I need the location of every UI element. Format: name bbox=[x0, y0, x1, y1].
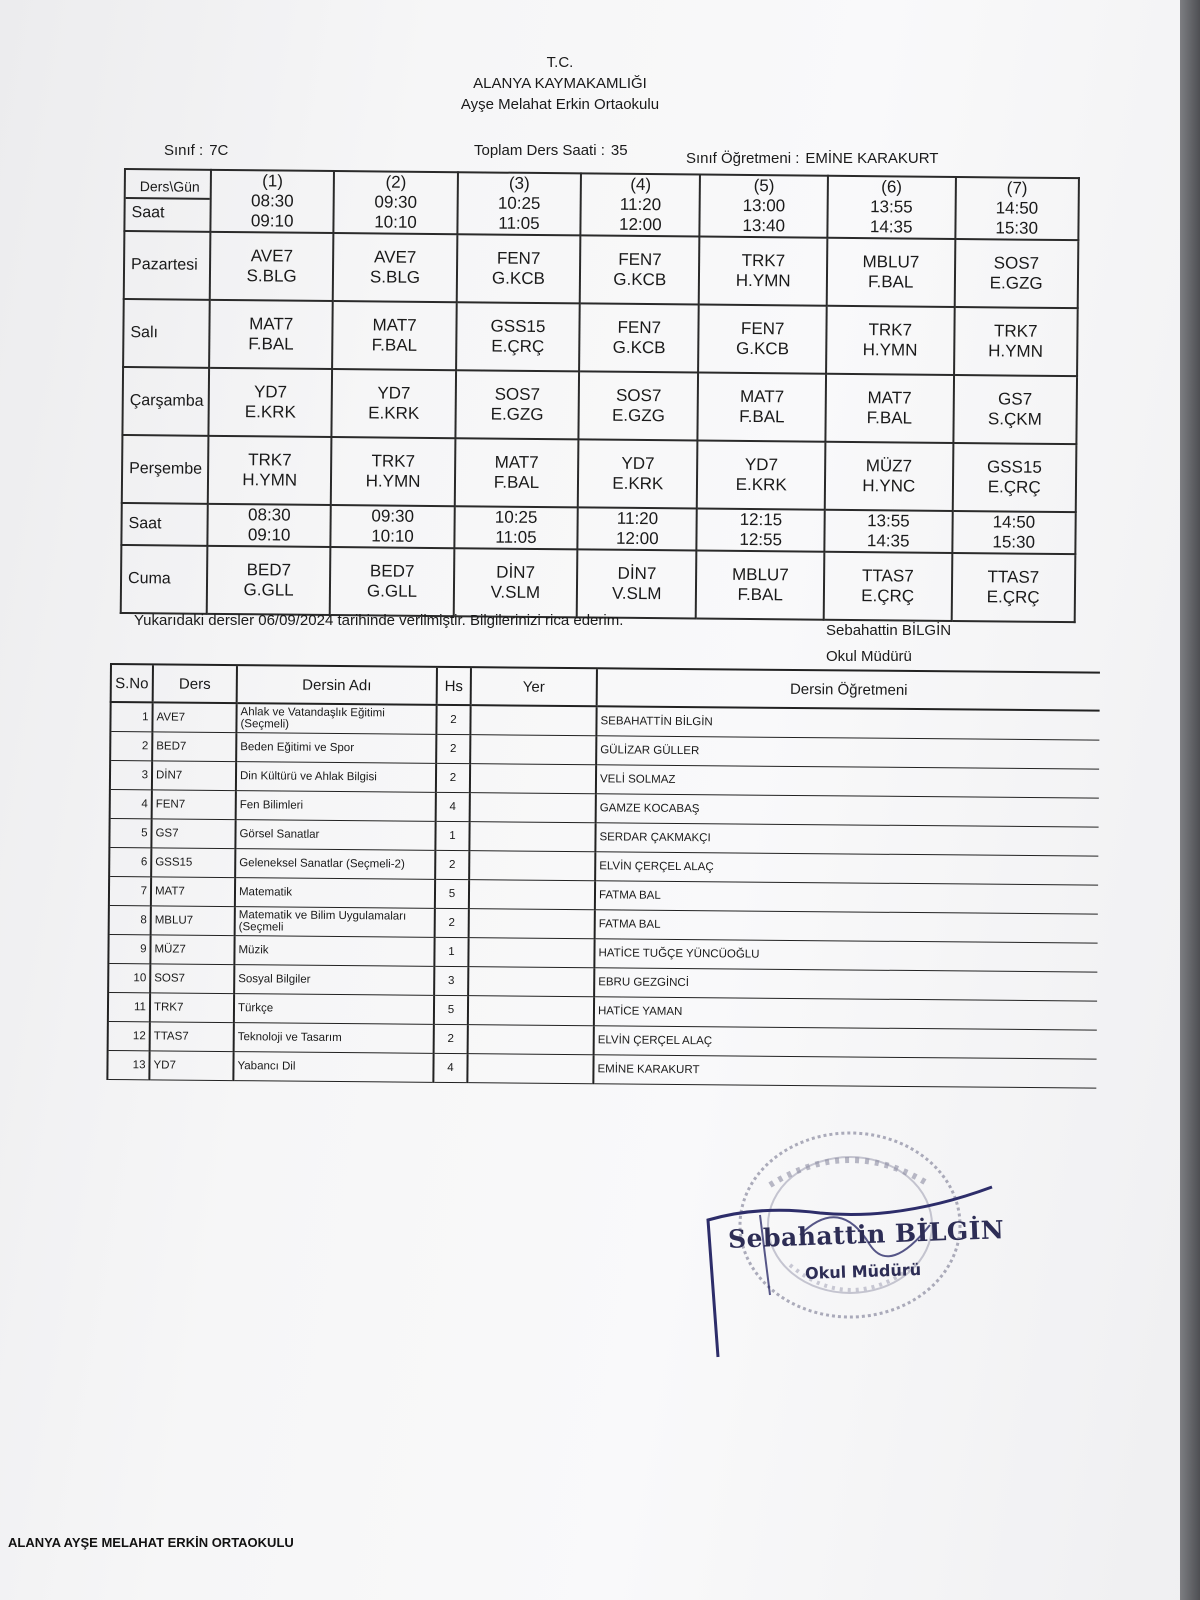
course-location bbox=[469, 880, 595, 910]
course-teacher: HATİCE YAMAN bbox=[594, 997, 1097, 1030]
lesson-cell bbox=[453, 548, 577, 617]
day-name: Salı bbox=[123, 299, 210, 368]
column-header: Dersin Öğretmeni bbox=[597, 668, 1100, 710]
lesson-teacher: F.BAL bbox=[248, 334, 294, 354]
start-time: 11:20 bbox=[619, 194, 662, 215]
class-teacher bbox=[686, 150, 938, 167]
day-row bbox=[123, 299, 1078, 376]
day-row bbox=[122, 435, 1077, 512]
lesson-cell bbox=[330, 547, 454, 616]
lesson-cell bbox=[699, 237, 827, 306]
end-time: 15:30 bbox=[992, 532, 1036, 552]
lesson-code: TRK7 bbox=[371, 451, 416, 471]
lesson-cell bbox=[699, 305, 827, 374]
period-time-cell bbox=[955, 177, 1079, 240]
period-time-cell bbox=[952, 511, 1076, 554]
period-time-cell bbox=[697, 509, 825, 552]
lesson-teacher: H.YNC bbox=[862, 476, 916, 496]
course-list-table bbox=[106, 663, 1100, 1089]
lesson-code: YD7 bbox=[253, 382, 288, 402]
lesson-cell bbox=[953, 375, 1077, 444]
course-location bbox=[469, 822, 595, 852]
course-code: MAT7 bbox=[151, 877, 235, 907]
class-teacher-value: EMİNE KARAKURT bbox=[805, 150, 939, 167]
lesson-teacher: G.GLL bbox=[243, 580, 294, 600]
lesson-cell bbox=[209, 300, 333, 369]
lesson-cell bbox=[580, 235, 700, 304]
lesson-teacher: F.BAL bbox=[737, 584, 783, 605]
lesson-cell bbox=[210, 232, 334, 301]
lesson-code: MAT7 bbox=[372, 315, 417, 335]
lesson-teacher: E.GZG bbox=[490, 404, 544, 425]
start-time: 14:50 bbox=[992, 512, 1036, 532]
weekly-hours: 5 bbox=[434, 995, 468, 1024]
lesson-code: TRK7 bbox=[741, 250, 786, 271]
column-header: Ders bbox=[153, 664, 237, 703]
course-name: Beden Eğitimi ve Spor bbox=[236, 733, 436, 764]
footer-school-name: ALANYA AYŞE MELAHAT ERKİN ORTAOKULU bbox=[8, 1535, 294, 1550]
course-location bbox=[470, 793, 596, 823]
lesson-teacher: H.YMN bbox=[242, 470, 298, 490]
lesson-cell bbox=[954, 307, 1078, 376]
day-row bbox=[121, 545, 1076, 622]
lesson-teacher: E.GZG bbox=[611, 405, 666, 426]
start-time: 10:25 bbox=[497, 193, 541, 213]
end-time: 09:10 bbox=[250, 211, 294, 231]
lesson-teacher: E.KRK bbox=[244, 402, 296, 422]
period-time-cell bbox=[457, 172, 581, 235]
lesson-teacher: G.KCB bbox=[491, 268, 545, 289]
weekly-hours: 2 bbox=[435, 908, 469, 937]
lesson-cell bbox=[455, 370, 579, 439]
lesson-cell bbox=[696, 551, 824, 620]
course-teacher: HATİCE TUĞÇE YÜNCÜOĞLU bbox=[594, 939, 1097, 972]
lesson-code: BED7 bbox=[246, 560, 292, 580]
lesson-teacher: E.KRK bbox=[612, 473, 664, 494]
lesson-code: FEN7 bbox=[740, 318, 785, 339]
course-name: Sosyal Bilgiler bbox=[234, 965, 434, 996]
course-teacher: FATMA BAL bbox=[595, 881, 1098, 914]
weekly-hours: 2 bbox=[436, 705, 470, 735]
day-name: Cuma bbox=[121, 545, 208, 614]
course-code: GS7 bbox=[151, 819, 235, 849]
course-teacher: FATMA BAL bbox=[595, 910, 1098, 943]
row-number: 13 bbox=[107, 1050, 149, 1079]
course-name: Matematik ve Bilim Uygulamaları (Seçmeli bbox=[235, 907, 435, 938]
period-time-cell bbox=[331, 505, 455, 548]
schedule-note: Yukarıdaki dersler 06/09/2024 tarihinde verilmiştir. Bilgilerinizi rica ederim. bbox=[134, 612, 624, 629]
lesson-code: FEN7 bbox=[617, 317, 662, 338]
lesson-cell bbox=[824, 552, 952, 621]
course-name: Geleneksel Sanatlar (Seçmeli-2) bbox=[235, 849, 435, 880]
lesson-teacher: E.ÇRÇ bbox=[861, 586, 915, 606]
lesson-teacher: F.BAL bbox=[866, 408, 913, 428]
lesson-teacher: G.KCB bbox=[735, 338, 790, 359]
lesson-teacher: E.ÇRÇ bbox=[491, 336, 545, 357]
lesson-cell bbox=[697, 441, 825, 510]
period-number: (1) bbox=[262, 171, 284, 191]
lesson-code: TRK7 bbox=[868, 320, 913, 340]
row-number: 9 bbox=[108, 934, 150, 963]
lesson-code: GS7 bbox=[997, 389, 1033, 409]
row-number: 6 bbox=[109, 848, 151, 877]
weekly-hours: 1 bbox=[435, 821, 469, 850]
lesson-teacher: E.KRK bbox=[368, 403, 420, 423]
lesson-teacher: E.ÇRÇ bbox=[986, 587, 1040, 607]
course-location bbox=[470, 735, 596, 765]
end-time: 14:35 bbox=[869, 217, 913, 237]
lesson-code: SOS7 bbox=[993, 253, 1040, 273]
row-number: 7 bbox=[109, 877, 151, 906]
start-time: 08:30 bbox=[251, 191, 294, 211]
column-header: Yer bbox=[471, 667, 597, 706]
course-code: SOS7 bbox=[150, 964, 234, 994]
lesson-teacher: H.YMN bbox=[988, 341, 1044, 361]
lesson-teacher: G.KCB bbox=[613, 269, 667, 290]
weekly-schedule-table bbox=[120, 168, 1080, 623]
lesson-code: TTAS7 bbox=[861, 566, 914, 586]
course-teacher: SEBAHATTİN BİLGİN bbox=[596, 706, 1099, 740]
course-teacher: VELİ SOLMAZ bbox=[596, 765, 1099, 798]
lesson-teacher: E.GZG bbox=[989, 273, 1043, 293]
course-code: DİN7 bbox=[152, 761, 236, 791]
weekly-hours: 2 bbox=[436, 734, 470, 763]
course-location bbox=[469, 909, 595, 939]
corner-label: Ders\Gün bbox=[126, 176, 210, 200]
lesson-teacher: S.ÇKM bbox=[987, 409, 1042, 429]
lesson-code: SOS7 bbox=[615, 385, 662, 406]
lesson-code: MAT7 bbox=[739, 386, 785, 407]
lesson-code: AVE7 bbox=[250, 246, 294, 266]
period-time-cell bbox=[700, 175, 828, 238]
lesson-teacher: S.BLG bbox=[369, 267, 421, 287]
total-hours-label: Toplam Ders Saati : bbox=[474, 142, 605, 159]
end-time: 13:40 bbox=[742, 215, 786, 236]
lesson-teacher: H.YMN bbox=[365, 471, 421, 491]
weekly-hours: 2 bbox=[435, 850, 469, 879]
end-time: 14:35 bbox=[866, 531, 910, 551]
course-code: MÜZ7 bbox=[150, 935, 234, 965]
lesson-cell bbox=[578, 439, 698, 508]
start-time: 13:55 bbox=[870, 197, 913, 217]
course-code: AVE7 bbox=[152, 702, 236, 732]
document-header bbox=[360, 52, 760, 115]
period-number: (5) bbox=[753, 176, 775, 196]
lesson-cell bbox=[825, 374, 953, 443]
header-tc: T.C. bbox=[546, 54, 574, 71]
course-name: Matematik bbox=[235, 878, 435, 909]
course-code: GSS15 bbox=[151, 848, 235, 878]
course-name: Türkçe bbox=[234, 994, 434, 1025]
course-location bbox=[467, 1054, 593, 1084]
day-name: Perşembe bbox=[122, 435, 209, 504]
start-time: 13:00 bbox=[742, 195, 786, 216]
class-label: Sınıf : bbox=[164, 142, 204, 159]
lesson-code: MBLU7 bbox=[731, 564, 789, 585]
lesson-cell bbox=[577, 549, 697, 618]
row-number: 4 bbox=[110, 790, 152, 819]
lesson-code: MAT7 bbox=[867, 388, 912, 408]
lesson-teacher: H.YMN bbox=[862, 340, 918, 360]
day-row bbox=[124, 231, 1079, 308]
end-time: 12:55 bbox=[739, 529, 783, 550]
lesson-code: MBLU7 bbox=[862, 252, 920, 272]
lesson-cell bbox=[455, 438, 579, 507]
lesson-cell bbox=[333, 233, 457, 302]
lesson-code: YD7 bbox=[377, 383, 411, 403]
total-hours bbox=[474, 142, 628, 159]
course-code: YD7 bbox=[149, 1051, 233, 1081]
start-time: 13:55 bbox=[867, 511, 910, 531]
row-number: 5 bbox=[109, 819, 151, 848]
course-location bbox=[468, 967, 594, 997]
weekly-hours: 4 bbox=[433, 1053, 467, 1082]
principal-signature-block bbox=[826, 618, 951, 670]
lesson-teacher: H.YMN bbox=[735, 270, 791, 291]
saat-label: Saat bbox=[128, 515, 162, 533]
page-edge bbox=[1180, 0, 1200, 1600]
saat-label: Saat bbox=[131, 203, 165, 221]
period-time-cell bbox=[578, 507, 698, 550]
lesson-cell bbox=[698, 373, 826, 442]
row-number: 12 bbox=[108, 1021, 150, 1050]
period-number: (7) bbox=[1006, 178, 1028, 198]
lesson-cell bbox=[825, 442, 953, 511]
class-value: 7C bbox=[209, 142, 229, 159]
day-name: Çarşamba bbox=[122, 367, 209, 436]
course-location bbox=[468, 938, 594, 968]
period-time-cell bbox=[827, 176, 955, 239]
time-row-header bbox=[121, 503, 207, 546]
course-teacher: SERDAR ÇAKMAKÇI bbox=[595, 823, 1098, 856]
lesson-teacher: V.SLM bbox=[490, 582, 541, 603]
course-name: Ahlak ve Vatandaşlık Eğitimi (Seçmeli) bbox=[236, 703, 436, 734]
period-number: (3) bbox=[508, 173, 530, 193]
lesson-code: DİN7 bbox=[617, 563, 657, 584]
lesson-cell bbox=[954, 239, 1078, 308]
start-time: 12:15 bbox=[739, 509, 783, 530]
lesson-code: AVE7 bbox=[374, 247, 417, 267]
principal-title: Okul Müdürü bbox=[826, 648, 912, 665]
period-number: (2) bbox=[385, 172, 407, 192]
course-code: FEN7 bbox=[152, 790, 236, 820]
lesson-code: YD7 bbox=[744, 454, 779, 475]
stamp-signature-title: Okul Müdürü bbox=[804, 1259, 922, 1284]
lesson-code: SOS7 bbox=[494, 384, 541, 405]
period-time-cell bbox=[824, 510, 952, 553]
lesson-teacher: F.BAL bbox=[371, 335, 418, 355]
course-teacher: GAMZE KOCABAŞ bbox=[596, 794, 1099, 827]
period-number: (6) bbox=[881, 177, 903, 197]
lesson-cell bbox=[456, 302, 580, 371]
end-time: 10:10 bbox=[374, 212, 417, 232]
weekly-hours: 1 bbox=[434, 937, 468, 966]
lesson-code: BED7 bbox=[369, 561, 415, 581]
lesson-teacher: G.GLL bbox=[366, 581, 418, 601]
course-code: TTAS7 bbox=[150, 1022, 234, 1052]
course-name: Yabancı Dil bbox=[233, 1052, 433, 1083]
end-time: 11:05 bbox=[498, 213, 540, 233]
lesson-teacher: V.SLM bbox=[611, 583, 662, 604]
weekly-hours: 3 bbox=[434, 966, 468, 995]
period-time-cell bbox=[334, 171, 458, 234]
lesson-cell bbox=[952, 443, 1076, 512]
start-time: 14:50 bbox=[995, 198, 1039, 218]
lesson-cell bbox=[951, 553, 1075, 622]
course-location bbox=[469, 851, 595, 881]
lesson-cell bbox=[579, 371, 699, 440]
period-number: (4) bbox=[630, 174, 652, 195]
day-row bbox=[122, 367, 1077, 444]
end-time: 09:10 bbox=[247, 525, 291, 545]
course-name: Teknoloji ve Tasarım bbox=[234, 1023, 434, 1054]
course-name: Görsel Sanatlar bbox=[235, 820, 435, 851]
end-time: 11:05 bbox=[495, 527, 537, 547]
lesson-code: TRK7 bbox=[993, 321, 1038, 341]
time-row-header bbox=[124, 169, 211, 232]
class-teacher-label: Sınıf Öğretmeni : bbox=[686, 150, 800, 167]
lesson-code: MAT7 bbox=[494, 452, 539, 472]
header-authority: ALANYA KAYMAKAMLIĞI bbox=[473, 75, 647, 92]
header-school: Ayşe Melahat Erkin Ortaokulu bbox=[460, 96, 660, 113]
weekly-hours: 2 bbox=[434, 1024, 468, 1053]
start-time: 10:25 bbox=[494, 507, 538, 527]
course-teacher: EBRU GEZGİNCİ bbox=[594, 968, 1097, 1001]
day-name: Pazartesi bbox=[124, 231, 211, 300]
lesson-teacher: G.KCB bbox=[612, 337, 666, 358]
course-name: Din Kültürü ve Ahlak Bilgisi bbox=[236, 762, 436, 793]
period-time-cell bbox=[581, 173, 701, 236]
course-code: MBLU7 bbox=[151, 906, 235, 936]
end-time: 12:00 bbox=[615, 528, 659, 549]
row-number: 10 bbox=[108, 963, 150, 992]
start-time: 11:20 bbox=[616, 508, 659, 529]
start-time: 09:30 bbox=[374, 192, 418, 212]
row-number: 11 bbox=[108, 992, 150, 1021]
lesson-cell bbox=[208, 436, 332, 505]
lesson-teacher: F.BAL bbox=[493, 472, 540, 492]
course-location bbox=[470, 705, 596, 736]
start-time: 09:30 bbox=[371, 506, 415, 526]
period-time-cell bbox=[454, 506, 578, 549]
lesson-code: DİN7 bbox=[496, 562, 536, 582]
lesson-teacher: F.BAL bbox=[867, 272, 914, 292]
course-teacher: EMİNE KARAKURT bbox=[593, 1055, 1096, 1088]
lesson-teacher: F.BAL bbox=[739, 406, 785, 427]
lesson-teacher: S.BLG bbox=[246, 266, 297, 286]
lesson-code: FEN7 bbox=[618, 249, 662, 270]
period-time-cell bbox=[207, 504, 331, 547]
weekly-hours: 2 bbox=[436, 763, 470, 792]
row-number: 8 bbox=[109, 905, 151, 934]
lesson-teacher: E.KRK bbox=[735, 474, 787, 495]
course-code: BED7 bbox=[152, 732, 236, 762]
course-location bbox=[470, 764, 596, 794]
lesson-cell bbox=[579, 303, 699, 372]
column-header: Dersin Adı bbox=[237, 665, 437, 705]
course-teacher: ELVİN ÇERÇEL ALAÇ bbox=[595, 852, 1098, 885]
period-time-cell bbox=[210, 170, 334, 233]
end-time: 15:30 bbox=[995, 218, 1039, 238]
lesson-code: MÜZ7 bbox=[865, 456, 913, 476]
weekly-hours: 5 bbox=[435, 879, 469, 908]
lesson-code: GSS15 bbox=[986, 457, 1042, 477]
lesson-cell bbox=[331, 437, 455, 506]
lesson-cell bbox=[332, 301, 456, 370]
column-header: Hs bbox=[437, 667, 471, 705]
total-hours-value: 35 bbox=[610, 142, 628, 159]
time-row bbox=[124, 169, 1079, 240]
lesson-cell bbox=[456, 234, 580, 303]
start-time: 08:30 bbox=[247, 505, 291, 525]
course-teacher: GÜLİZAR GÜLLER bbox=[596, 736, 1099, 769]
lesson-teacher: E.ÇRÇ bbox=[987, 477, 1041, 497]
course-teacher: ELVİN ÇERÇEL ALAÇ bbox=[594, 1026, 1097, 1059]
row-number: 2 bbox=[110, 732, 152, 761]
class-info bbox=[164, 142, 228, 159]
lesson-code: TTAS7 bbox=[987, 567, 1040, 587]
course-name: Müzik bbox=[234, 936, 434, 967]
column-header: S.No bbox=[111, 664, 153, 702]
lesson-cell bbox=[827, 238, 955, 307]
lesson-code: GSS15 bbox=[490, 316, 546, 337]
lesson-cell bbox=[208, 368, 332, 437]
lesson-cell bbox=[332, 369, 456, 438]
principal-name: Sebahattin BİLGİN bbox=[826, 622, 952, 639]
course-location bbox=[468, 1025, 594, 1055]
course-location bbox=[468, 996, 594, 1026]
lesson-code: MAT7 bbox=[249, 314, 294, 334]
weekly-hours: 4 bbox=[436, 792, 470, 821]
course-name: Fen Bilimleri bbox=[236, 791, 436, 822]
lesson-code: TRK7 bbox=[248, 450, 292, 470]
course-code: TRK7 bbox=[150, 993, 234, 1023]
end-time: 12:00 bbox=[618, 214, 662, 235]
lesson-cell bbox=[207, 546, 331, 615]
lesson-code: YD7 bbox=[621, 453, 655, 474]
row-number: 3 bbox=[110, 761, 152, 790]
lesson-cell bbox=[826, 306, 954, 375]
end-time: 10:10 bbox=[371, 526, 414, 546]
lesson-code: FEN7 bbox=[496, 248, 541, 269]
row-number: 1 bbox=[110, 702, 152, 732]
stamp-signature-name: Sebahattin BİLGİN bbox=[727, 1215, 1005, 1254]
